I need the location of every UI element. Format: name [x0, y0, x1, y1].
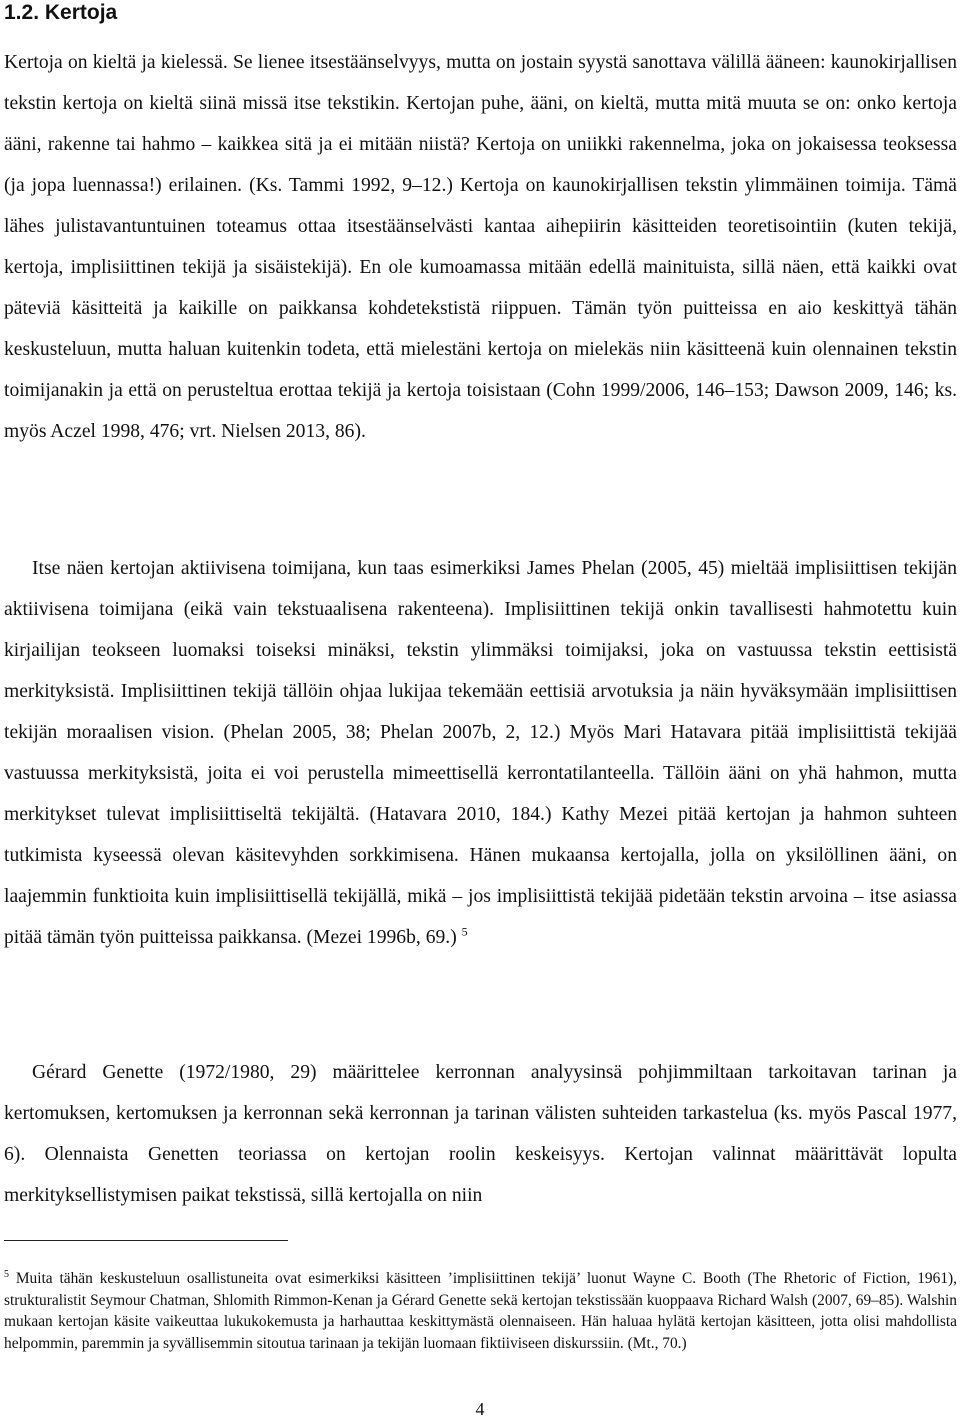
section-heading: [4, 0, 117, 26]
page-number: 4: [475, 1399, 485, 1419]
footnote-divider: [4, 1240, 288, 1241]
paragraph-1: Kertoja on kieltä ja kielessä. Se lienee itsestäänselvyys, mutta on jostain syystä sanottava välillä ääneen: kaunokirjallisen tekstin kertoja on kieltä siinä missä itse tekstikin. Kertojan puhe, ääni, on kieltä, mutta mitä muuta se on: onko kertoja ääni, rakenne tai hahmo – kaikkea sitä ja ei mitään niistä? Kertoja on uniikki rakennelma, joka on jokaisessa teoksessa (ja jopa luennassa!) erilainen. (Ks. Tammi 1992, 9–12.) Kertoja on kaunokirjallisen tekstin ylimmäinen toimija. Tämä lähes julistavantuntuinen toteamus ottaa itsestäänselvästi kantaa aihepiirin käsitteiden teoretisointiin (kuten tekijä, kertoja, implisiittinen tekijä ja sisäistekijä). En ole kumoamassa mitään edellä mainituista, sillä näen, että kaikki ovat päteviä käsitteitä ja kaikille on paikkansa kohdetekstistä riippuen. Tämän työn puitteissa en aio keskittyä tähän keskusteluun, mutta haluan kuitenkin todeta, että mielestäni kertoja on mielekäs niin käsitteenä kuin olennainen tekstin toimijanakin ja että on perusteltua erottaa tekijä ja kertoja toisistaan (Cohn 1999/2006, 146–153; Dawson 2009, 146; ks. myös Aczel 1998, 476; vrt. Nielsen 2013, 86).: [4, 52, 957, 442]
footnote-number: 5: [4, 1268, 9, 1280]
paragraph-2-text: Itse näen kertojan aktiivisena toimijana, kun taas esimerkiksi James Phelan (2005, 45) mieltää implisiittisen tekijän aktiivisena toimijana (eikä vain tekstuaalisena rakenteena). Implisiittinen tekijä onkin tavallisesti hahmotettu kuin kirjailijan teokseen luomaksi toiseksi minäksi, tekstin ylimmäksi toimijaksi, joka on vastuussa tekstin eettisistä merkityksistä. Implisiittinen tekijä tällöin ohjaa lukijaa tekemään eettisiä arvotuksia ja näin hyväksymään implisiittisen tekijän moraalisen vision. (Phelan 2005, 38; Phelan 2007b, 2, 12.) Myös Mari Hatavara pitää implisiittistä tekijää vastuussa merkityksistä, joita ei voi perustella mimeettisellä kerrontatilanteella. Tällöin ääni on yhä hahmon, mutta merkitykset tulevat implisiittiseltä tekijältä. (Hatavara 2010, 184.) Kathy Mezei pitää kertojan ja hahmon suhteen tutkimista kyseessä olevan käsitevyhden sorkkimisena. Hänen mukaansa kertojalla, jolla on yksilöllinen ääni, on laajemmin funktioita kuin implisiittisellä tekijällä, mikä – jos implisiittistä tekijää pidetään tekstin arvoina – itse asiassa pitää tämän työn puitteissa paikkansa. (Mezei 1996b, 69.): [4, 558, 957, 948]
paragraph-3: Gérard Genette (1972/1980, 29) määrittelee kerronnan analyysinsä pohjimmiltaan tarkoitavan tarinan ja kertomuksen, kertomuksen ja kerronnan sekä kerronnan ja tarinan välisten suhteiden tarkastelua (ks. myös Pascal 1977, 6). Olennaista Genetten teoriassa on kertojan roolin keskeisyys. Kertojan valinnat määrittävät lopulta merkityksellistymisen paikat tekstissä, sillä kertojalla on niin: [4, 1062, 957, 1206]
footnote: [4, 1268, 957, 1354]
paragraph-2: [4, 548, 957, 958]
section-title: Kertoja: [44, 1, 118, 24]
footnote-reference[interactable]: 5: [461, 924, 468, 939]
footnote-text: Muita tähän keskusteluun osallistuneita ovat esimerkiksi käsitteen ’implisiittinen tekijä’ luonut Wayne C. Booth (The Rhetoric of Fiction, 1961), strukturalistit Seymour Chatman, Shlomith Rimmon-Kenan ja Gérard Genette sekä kertojan tekstissään kuoppaava Richard Walsh (2007, 69–85). Walshin mukaan kertojan käsite vaikeuttaa lukukokemusta ja harhauttaa keskittymästä olennaiseen. Hän haluaa hylätä kertojan käsitteen, jotta olisi mahdollista helpommin, paremmin ja syvällisemmin sitoutua tarinaan ja tekijän luomaan fiktiiviseen diskurssiin. (Mt., 70.): [4, 1270, 957, 1352]
section-number: 1.2.: [4, 1, 40, 24]
